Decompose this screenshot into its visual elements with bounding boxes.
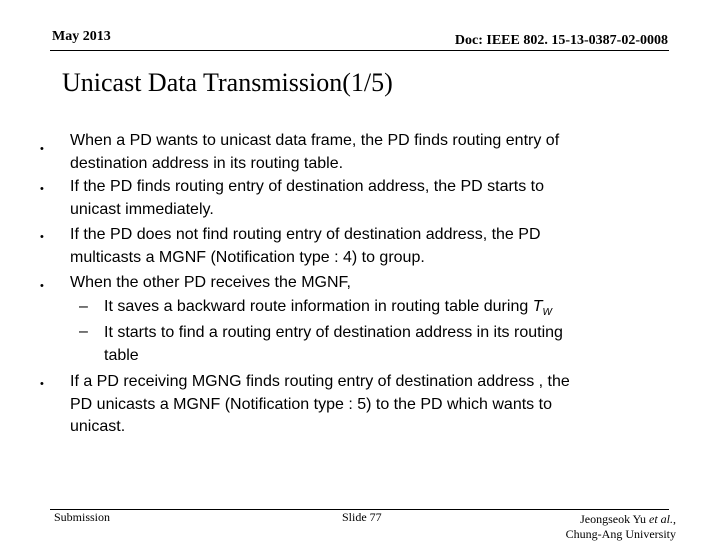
symbol-t: T — [532, 298, 543, 315]
author-etal: et al. — [649, 512, 673, 526]
sub-bullet-item — [104, 296, 552, 325]
header-date: May 2013 — [52, 29, 111, 44]
bullet-line: multicasts a MGNF (Notification type : 4) to group. — [70, 248, 425, 266]
author-name: Jeongseok Yu — [580, 512, 649, 526]
bullet-item — [70, 371, 570, 439]
bullet-line: unicast. — [70, 418, 126, 435]
bullet-item — [70, 224, 541, 269]
header-divider — [50, 50, 669, 51]
bullet-item — [70, 176, 544, 221]
bullet-item — [70, 130, 559, 175]
sub-bullet-dash: – — [79, 323, 88, 340]
bullet-line: If a PD receiving MGNG finds routing entry of destination address , the — [70, 373, 570, 390]
bullet-line: When a PD wants to unicast data frame, the PD finds routing entry of — [70, 132, 560, 149]
bullet-line: If the PD does not find routing entry of destination address, the PD — [70, 226, 541, 243]
bullet-line: unicast immediately. — [70, 200, 214, 218]
bullet-marker: • — [40, 280, 44, 292]
bullet-marker: • — [40, 143, 44, 155]
bullet-line: If the PD finds routing entry of destination address, the PD starts to — [70, 178, 545, 195]
author-suffix: , — [673, 512, 676, 526]
footer-submission: Submission — [54, 510, 111, 524]
bullet-line: When the other PD receives the MGNF, — [70, 274, 351, 291]
footer-author — [566, 512, 676, 542]
bullet-marker: • — [40, 231, 44, 243]
sub-bullet-dash: – — [79, 298, 88, 315]
bullet-marker: • — [40, 183, 44, 195]
sub-bullet-line: table — [104, 346, 139, 364]
footer-slide-number: Slide 77 — [342, 510, 382, 524]
bullet-line: destination address in its routing table. — [70, 154, 344, 172]
bullet-line: PD unicasts a MGNF (Notification type : 5) to the PD which wants to — [70, 395, 552, 413]
header-doc-id: Doc: IEEE 802. 15-13-0387-02-0008 — [454, 33, 668, 48]
slide-title: Unicast Data Transmission(1/5) — [62, 68, 393, 97]
author-affiliation: Chung-Ang University — [565, 527, 676, 541]
sub-bullet-text: It saves a backward route information in routing table during — [104, 298, 533, 315]
symbol-subscript: W — [542, 307, 552, 319]
sub-bullet-line: It starts to find a routing entry of destination address in its routing — [104, 324, 563, 341]
bullet-marker: • — [40, 378, 44, 390]
bullet-item — [70, 272, 351, 295]
sub-bullet-item — [104, 322, 563, 367]
